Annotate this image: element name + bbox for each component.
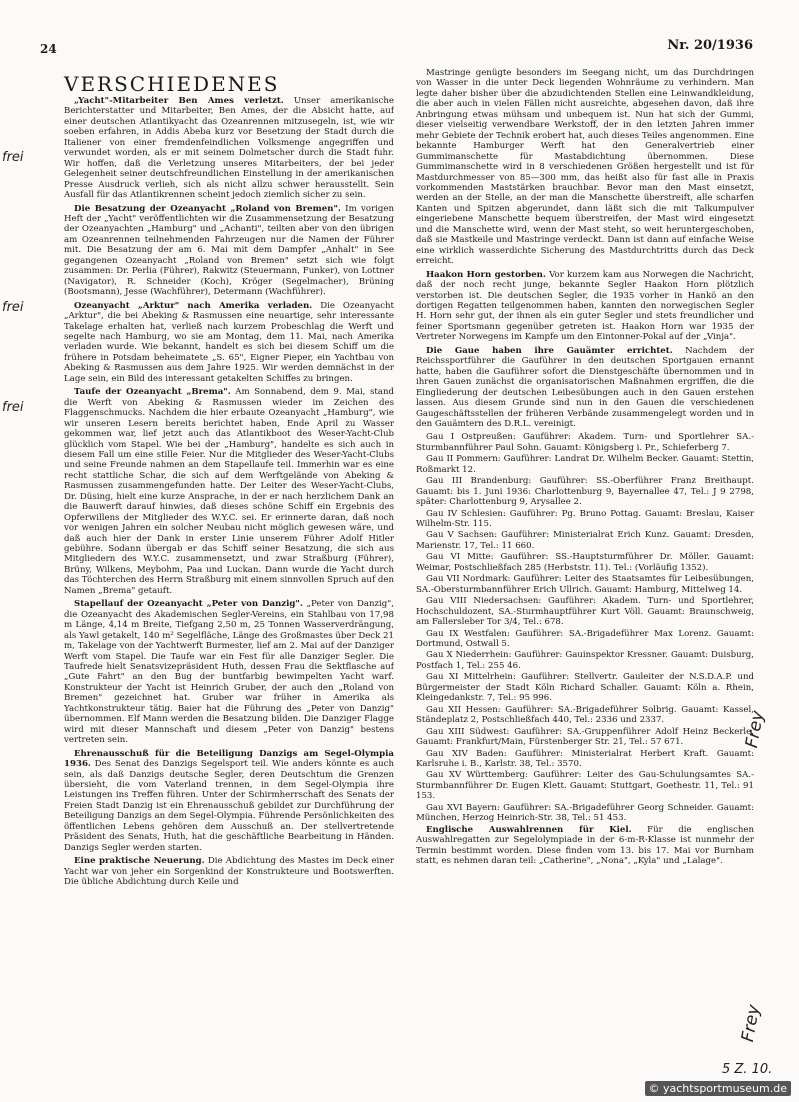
article-2-heading: Die Besatzung der Ozeanyacht „Roland von Bremen". bbox=[74, 203, 341, 214]
handwritten-note-frey-2: Frey bbox=[738, 1003, 765, 1044]
handwritten-note-frey: Frey bbox=[742, 709, 769, 750]
handwritten-date: 5 Z. 10. bbox=[722, 1062, 773, 1077]
article-3-heading: Ozeanyacht „Arktur" nach Amerika verladen. bbox=[74, 300, 313, 311]
gau-entry bbox=[416, 530, 754, 551]
article-1 bbox=[64, 96, 394, 201]
gau-entry bbox=[416, 552, 754, 573]
gau-entry-text: Gau XIII Südwest: Gauführer: SA.-Gruppenführer Adolf Heinz Beckerle. Gauamt: Frankfurt/Main, Fürstenberger Str. 21, Tel.: 57 671. bbox=[416, 726, 754, 748]
article-1-heading: „Yacht"-Mitarbeiter Ben Ames verletzt. bbox=[74, 96, 284, 106]
article-5-heading: Stapellauf der Ozeanyacht „Peter von Danzig". bbox=[74, 599, 303, 610]
article-right-3 bbox=[416, 346, 754, 430]
gau-entry bbox=[416, 596, 754, 627]
gau-entry bbox=[416, 574, 754, 595]
gau-entry-text: Gau XIV Baden: Gauführer: Ministerialrat Herbert Kraft. Gauamt: Karlsruhe i. B., Karlstr. 38, Tel.: 3570. bbox=[416, 748, 754, 769]
article-right-3-text: Nachdem der Reichssportführer die Gauführer in den deutschen Sportgauen ernannt hatte, haben die Gauführer sofort die Dienstgeschäfte übernommen und in ihren Gauen zunächst die organisatorischen Maßnahmen ergriffen, die die Eingliederung der deutschen Leibesübungen auch in den Gauen erstehen lassen. Aus diesem Grunde sind nun in den Gauen die verschiedenen Gaugeschäftsstellen der früheren Verbände zusammengelegt worden und in den Gauämtern des D.R.L. vereinigt. bbox=[416, 345, 754, 429]
article-7 bbox=[64, 856, 394, 887]
gau-entry-text: Gau XVI Bayern: Gauführer: SA.-Brigadeführer Georg Schneider. Gauamt: München, Herzog Heinrich-Str. 38, Tel.: 51 453. bbox=[416, 802, 754, 824]
gau-entry-text: Gau XV Württemberg: Gauführer: Leiter des Gau-Schulungsamtes SA.-Sturmbannführer Dr. Eugen Klett. Gauamt: Stuttgart, Goethestr. 11, Tel.: 91 153. bbox=[416, 770, 754, 802]
article-right-2-heading: Haakon Horn gestorben. bbox=[426, 269, 546, 280]
article-right-1-text: Mastringe genügte besonders im Seegang nicht, um das Durchdringen von Wasser in die unter Deck liegenden Wohnräume zu verhindern. Man legte daher bisher über die abzudichtenden Stellen eine Leinwandkleidung, die aber auch in vielen Fällen nicht ausreichte, abgesehen davon, daß ihre Anbringung etwas mühsam und unbequem ist. Nun hat sich der Gummi, dieser vielseitig verwendbare Werkstoff, der in den letzten Jahren immer mehr Gebiete der Technik erobert hat, auch dieses Teiles angenommen. Eine bekannte Hamburger Werft hat den Generalvertrieb einer Gummimanschette für Mastabdichtung übernommen. Diese Gummimanschette wird in 8 verschiedenen Größen hergestellt und ist für Mastdurchmesser von 85—300 mm, das heißt also für fast alle in Praxis vorkommenden Maststärken brauchbar. Bevor man den Mast einsetzt, werden an der Stelle, an der man die Manschette überstreift, alle scharfen Kanten und Spitzen abgerundet, dann läßt sich die mit Talkumpulver eingeriebene Manschette bequem überstreifen, der Mast wird eingesetzt und die Manschette wird, wenn der Mast steht, so weit heruntergeschoben, daß sie Mastkeile und Mastringe verdeckt. Dann ist dann auf einfache Weise eine wirklich wasserdichte Sicherung des Mastdurchtritts durch das Deck erreicht. bbox=[416, 68, 754, 267]
left-column bbox=[64, 96, 394, 1081]
gau-entry-text: Gau III Brandenburg: Gauführer: SS.-Oberführer Franz Breithaupt. Gauamt: bis 1. Juni 1936: Charlottenburg 9, Bayernallee 47, Tel.: J 9 2798, später: Charlottenburg 9, Arysallee 2. bbox=[416, 476, 754, 508]
article-englische-auswahlrennen bbox=[416, 825, 754, 867]
article-1-text: Unser amerikanische Berichterstatter und Mitarbeiter, Ben Ames, der die Absicht hatte, auf einer deutschen Atlantikyacht das Ozeanrennen mitzusegeln, ist, wie wir soeben erfahren, in Addis Abeba kurz vor Besetzung der Stadt durch die Italiener von einer fremdenfeindlichen Volksmenge angegriffen und verwundet worden, als er mit seinem Dolmetscher durch die Stadt fuhr. Wir hoffen, daß die Verletzung unseres Mitarbeiters, der bei jeder Gelegenheit seiner deutschfreundlichen Einstellung in der amerikanischen Presse Ausdruck verlieh, sich als nicht allzu schwer herausstellt. Sein Ausfall für das Atlantikrennen scheint jedoch ziemlich sicher zu sein. bbox=[64, 96, 394, 201]
article-7-heading: Eine praktische Neuerung. bbox=[74, 856, 205, 867]
gau-entry bbox=[416, 705, 754, 726]
section-title: VERSCHIEDENES bbox=[64, 72, 280, 96]
article-3 bbox=[64, 301, 394, 385]
gau-entry-text: Gau VIII Niedersachsen: Gauführer: Akadem. Turn- und Sportlehrer, Hochschuldozent, SA.-Sturmhauptführer Kurt Völl. Gauamt: Braunschweig, am Fallersleber Tor 3/4, Tel.: 678. bbox=[416, 596, 754, 628]
gau-entry-text: Gau XI Mittelrhein: Gauführer: Stellvertr. Gauleiter der N.S.D.A.P. und Bürgermeister der Stadt Köln Richard Schaller. Gauamt: Köln a. Rhein, Kleingedankstr. 7, Tel.: 95 996. bbox=[416, 672, 754, 704]
handwritten-margin-note-2: frei bbox=[2, 300, 24, 315]
gau-entry-text: Gau X Niederrhein: Gauführer: Gauinspektor Kressner. Gauamt: Duisburg, Postfach 1, Tel.: 255 46. bbox=[416, 650, 754, 671]
gau-entry bbox=[416, 672, 754, 703]
article-4 bbox=[64, 387, 394, 596]
watermark: © yachtsportmuseum.de bbox=[645, 1081, 791, 1096]
gau-entry-text: Gau VI Mitte: Gauführer: SS.-Hauptsturmführer Dr. Möller. Gauamt: Weimar, Postschließfach 285 (Herbststr. 11). Tel.: (Vorläufig 1352). bbox=[416, 552, 754, 573]
gau-entry bbox=[416, 650, 754, 671]
gau-entry-text: Gau I Ostpreußen: Gauführer: Akadem. Turn- und Sportlehrer SA.-Sturmbannführer Paul Sohn. Gauamt: Königsberg i. Pr., Schieferberg 7. bbox=[416, 432, 754, 453]
gau-entry bbox=[416, 749, 754, 770]
article-3-text: Die Ozeanyacht „Arktur", die bei Abeking & Rasmussen eine neuartige, sehr interessante Takelage erhalten hat, verließ nach kurzem Probeschlag die Werft und segelte nach Hamburg, wo sie am Montag, dem 11. Mai, nach Amerika verladen wurde. Wie bekannt, handelt es sich bei diesem Schiff um die frühere in Potsdam beheimatete „S. 65", Eigner Pieper, ein Yachtbau von Abeking & Rasmussen aus dem Jahre 1925. Wir werden demnächst in der Lage sein, ein Bild des interessant getakelten Schiffes zu bringen. bbox=[64, 300, 394, 384]
gau-entry bbox=[416, 432, 754, 453]
article-right-2 bbox=[416, 270, 754, 343]
gau-entry-text: Gau IV Schlesien: Gauführer: Pg. Bruno Pottag. Gauamt: Breslau, Kaiser Wilhelm-Str. 115. bbox=[416, 508, 754, 530]
gau-entry-text: Gau VII Nordmark: Gauführer: Leiter des Staatsamtes für Leibesübungen, SA.-Obersturmbannführer Erich Ullrich. Gauamt: Hamburg, Mittelweg 14. bbox=[416, 574, 754, 595]
article-right-3-heading: Die Gaue haben ihre Gauämter errichtet. bbox=[426, 345, 673, 356]
gau-entry-text: Gau II Pommern: Gauführer: Landrat Dr. Wilhelm Becker. Gauamt: Stettin, Roßmarkt 12. bbox=[416, 454, 754, 475]
gau-entry-text: Gau XII Hessen: Gauführer: SA.-Brigadeführer Solbrig. Gauamt: Kassel, Ständeplatz 2, Postschließfach 440, Tel.: 2336 und 2337. bbox=[416, 704, 754, 726]
gau-entry bbox=[416, 803, 754, 824]
gau-entry bbox=[416, 476, 754, 507]
article-right-1 bbox=[416, 68, 754, 267]
article-englische-auswahlrennen-text: Für die englischen Auswahlregatten zur Segelolympiade in der 6-m-R-Klasse ist nunmehr der Termin bestimmt worden. Diese finden vom 13. bis 17. Mai vor Burnham statt, es nehmen daran teil: „Catherine", „Nona", „Kyla" und „Lalage". bbox=[416, 824, 754, 867]
gau-entry bbox=[416, 770, 754, 801]
gau-entry-text: Gau V Sachsen: Gauführer: Ministerialrat Erich Kunz. Gauamt: Dresden, Marienstr. 17, Tel.: 11 660. bbox=[416, 530, 754, 551]
right-column bbox=[416, 68, 754, 1081]
page-number: 24 bbox=[40, 42, 57, 56]
gau-entry bbox=[416, 454, 754, 475]
gau-entry bbox=[416, 509, 754, 530]
article-6 bbox=[64, 749, 394, 854]
handwritten-margin-note-3: frei bbox=[2, 400, 24, 415]
gau-entry bbox=[416, 727, 754, 748]
article-right-2-text: Vor kurzem kam aus Norwegen die Nachricht, daß der noch recht junge, bekannte Segler Haakon Horn plötzlich verstorben ist. Die deutschen Segler, die 1935 vorher in Hankö an den dortigen Regatten teilgenommen haben, kannten den norwegischen Segler H. Horn sehr gut, der ihnen als ein guter Segler und stets freundlicher und feiner Sportsmann gegenüber getreten ist. Haakon Horn war 1935 der Vertreter Norwegens im Kampfe um den Eintonner-Pokal auf der „Vinja". bbox=[416, 269, 754, 343]
issue-number: Nr. 20/1936 bbox=[667, 38, 753, 53]
gau-entry bbox=[416, 629, 754, 650]
handwritten-margin-note: frei bbox=[2, 150, 24, 165]
article-englische-auswahlrennen-heading: Englische Auswahlrennen für Kiel. bbox=[426, 824, 632, 835]
article-5-text: „Peter von Danzig", die Ozeanyacht des Akademischen Segler-Vereins, ein Stahlbau von 17,98 m Länge, 4,14 m Breite, Tiefgang 2,50 m, 25 Tonnen Wasserverdrängung, als Yawl getakelt, 140 m² Segelfläche, Länge des Großmastes über Deck 21 m, Takelage von der Yachtwerft Burmester, lief am 2. Mai auf der Danziger Werft vom Stapel. Die Taufe war ein Fest für alle Danziger Segler. Die Taufrede hielt Senatsvizepräsident Huth, dessen Frau die Sektflasche auf „Gute Fahrt" an den Bug der buntfarbig bewimpelten Yacht warf. Konstrukteur der Yacht ist Heinrich Gruber, der auch den „Roland von Bremen" gezeichnet hat. Gruber war früher in Amerika als Yachtkonstrukteur tätig. Baier hat die Führung des „Peter von Danzig" übernommen. Elf Mann werden die Besatzung bilden. Die Danziger Flagge wird mit dieser Mannschaft und diesem „Peter von Danzig" bestens vertreten sein. bbox=[64, 599, 394, 746]
article-5 bbox=[64, 599, 394, 745]
article-6-text: Des Senat des Danzigs Segelsport teil. Wie anders könnte es auch sein, als daß Danzigs deutsche Segler, deren Deutschtum die Grenzen übersieht, die vom Vaterland trennen, in dem Segel-Olympia ihre Leistungen ins Treffen führen. Unter der Schirmherrschaft des Senats der Freien Stadt Danzig ist ein Ehrenausschuß gebildet zur Durchführung der Beteiligung Danzigs an dem Segel-Olympia. Führende Persönlichkeiten des öffentlichen Lebens gehören dem Ausschuß an. Der stellvertretende Präsident des Senats, Huth, hat die geschäftliche Bearbeitung in Händen. Danzigs Segler werden starten. bbox=[64, 759, 394, 853]
article-2-text: Im vorigen Heft der „Yacht" veröffentlichten wir die Zusammensetzung der Besatzung der Ozeanyachten „Hamburg" und „Achanti", teilten aber von den übrigen am Ozeanrennen teilnehmenden Fahrzeugen nur die Namen der Führer mit. Die Besatzung der am 6. Mai mit dem Dampfer „Anhalt" in See gegangenen Ozeanyacht „Roland von Bremen" setzt sich wie folgt zusammen: Dr. Perlia (Führer), Rakwitz (Steuermann, Funker), von Lottner (Navigator), R. Schneider (Koch), Kröger (Segelmacher), Brüning (Bootsmann), Jesse (Wachführer), Determann (Wachführer). bbox=[64, 203, 394, 298]
article-4-heading: Taufe der Ozeanyacht „Brema". bbox=[74, 387, 231, 398]
article-6-heading: Ehrenausschuß für die Beteiligung Danzigs am Segel-Olympia 1936. bbox=[64, 748, 394, 770]
article-2 bbox=[64, 204, 394, 298]
article-7-text: Die Abdichtung des Mastes im Deck einer Yacht war von jeher ein Sorgenkind der Konstrukteure und Bootswerften. Die übliche Abdichtung durch Keile und bbox=[64, 856, 394, 888]
gau-entry-text: Gau IX Westfalen: Gauführer: SA.-Brigadeführer Max Lorenz. Gauamt: Dortmund, Ostwall 5. bbox=[416, 628, 754, 650]
article-4-text: Am Sonnabend, dem 9. Mai, stand die Werft von Abeking & Rasmussen wieder im Zeichen des Flaggenschmucks. Nachdem die hier erbaute Ozeanyacht „Hamburg", wie wir unseren Lesern bereits berichtet haben, Ende April zu Wasser gekommen war, lief jetzt auch das Atlantikboot des Weser-Yacht-Club glücklich vom Stapel. Wie bei der „Hamburg", handelte es sich auch in diesem Fall um eine stille Feier. Nur die Mitglieder des Weser-Yacht-Clubs und seine Freunde nahmen an dem Stapellaufe teil. Immerhin war es eine recht stattliche Schar, die sich auf dem Werftgelände von Abeking & Rasmussen zusammengefunden hatte. Der Leiter des Weser-Yacht-Clubs, Dr. Düsing, hielt eine kurze Ansprache, in der er nach herzlichem Dank an die Bauwerft darauf hinwies, daß dieses schöne Schiff ein Ergebnis des Opferwillens der Mitglieder des W.Y.C. sei. Er erinnerte daran, daß noch vor wenigen Jahren ein solcher Neubau nicht möglich gewesen wäre, und daß auch hier der Dank in erster Linie unserem Führer Adolf Hitler gebühre. Sodann übergab er das Schiff seiner Besatzung, die sich aus Mitgliedern des W.Y.C. zusammensetzt, und zwar Straßburg (Führer), Brüny, Wilkens, Meybohm, Paa und Luckan. Dann wurde die Yacht durch das Töchterchen des Herrn Straßburg mit einem sinnvollen Spruch auf den Namen „Brema" getauft. bbox=[64, 387, 394, 596]
